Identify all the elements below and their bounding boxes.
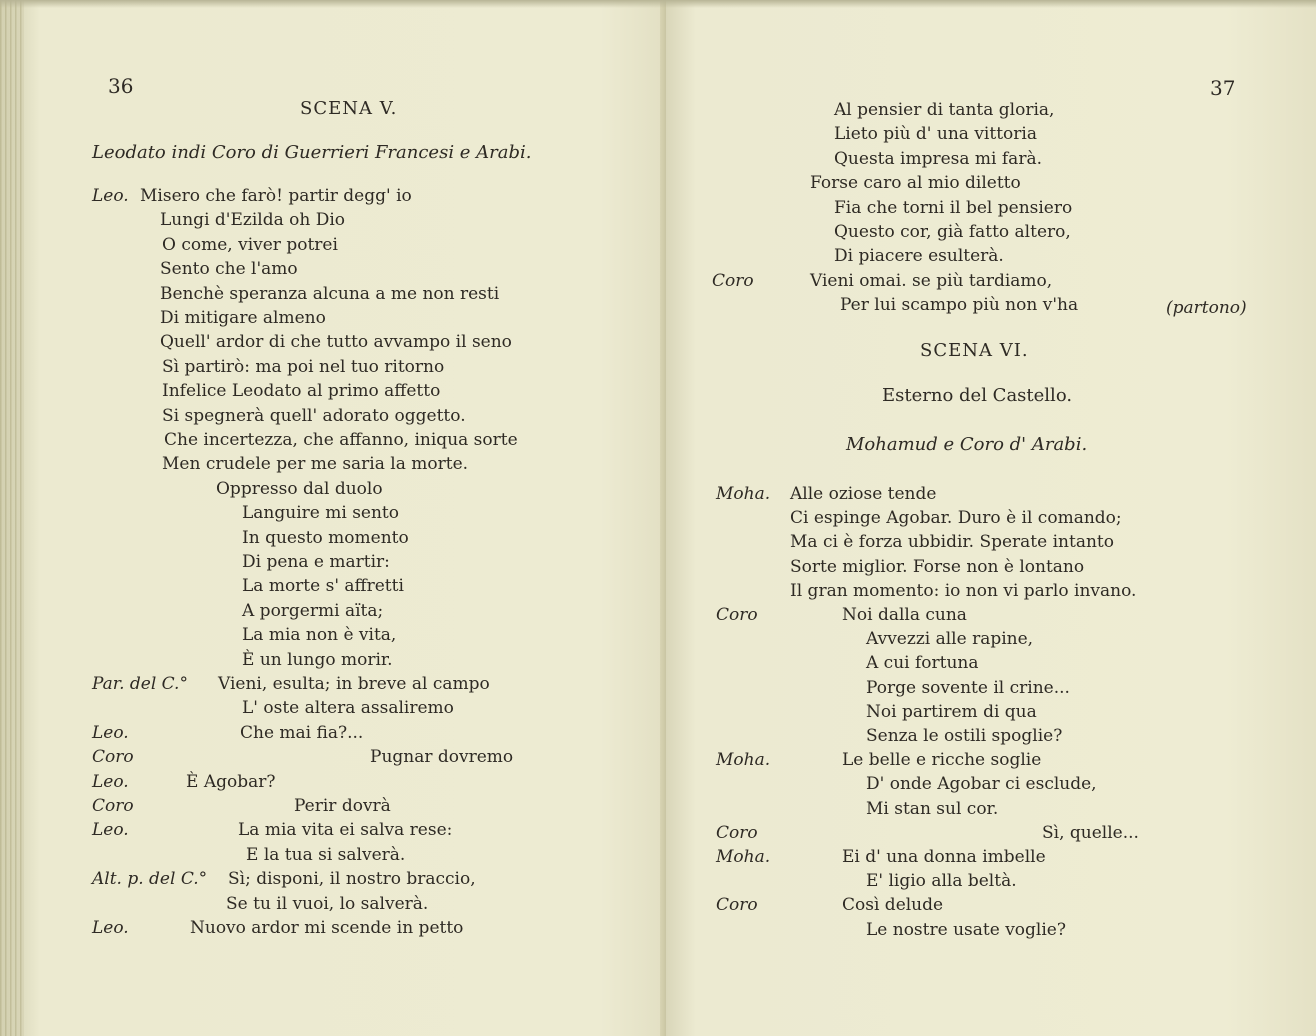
verse-line: A cui fortuna — [866, 653, 979, 673]
verse-line: Perir dovrà — [294, 796, 391, 816]
verse-line: Sì partirò: ma poi nel tuo ritorno — [162, 357, 445, 377]
verse-line: Di pena e martir: — [242, 552, 390, 572]
stage-direction: (partono) — [1166, 298, 1247, 318]
verse-line: Che mai fia?... — [240, 723, 364, 743]
verse-line: In questo momento — [242, 528, 409, 548]
speaker-label: Leo. — [92, 820, 129, 840]
speaker-label: Leo. — [92, 186, 129, 206]
verse-line: Avvezzi alle rapine, — [866, 629, 1034, 649]
speaker-label: Coro — [716, 605, 758, 625]
verse-line: Le nostre usate voglie? — [866, 920, 1066, 940]
verse-line: Così delude — [842, 895, 944, 915]
verse-line: Noi dalla cuna — [842, 605, 967, 625]
verse-line: Sento che l'amo — [160, 259, 298, 279]
speaker-label: Alt. p. del C.° — [92, 869, 208, 889]
verse-line: Sì, quelle... — [1042, 823, 1139, 843]
page-number: 36 — [108, 74, 134, 98]
verse-line: Noi partirem di qua — [866, 702, 1037, 722]
verse-line: Porge sovente il crine... — [866, 678, 1070, 698]
verse-line: Di mitigare almeno — [160, 308, 326, 328]
speaker-label: Par. del C.° — [92, 674, 188, 694]
speaker-label: Coro — [716, 895, 758, 915]
page-number: 37 — [1210, 76, 1236, 100]
verse-line: Il gran momento: io non vi parlo invano. — [790, 581, 1137, 601]
verse-line: Di piacere esulterà. — [834, 246, 1004, 266]
verse-line: Ci espinge Agobar. Duro è il comando; — [790, 508, 1122, 528]
verse-line: È Agobar? — [186, 772, 276, 792]
verse-line: Men crudele per me saria la morte. — [162, 454, 469, 474]
verse-line: Benchè speranza alcuna a me non resti — [160, 284, 500, 304]
speaker-label: Coro — [92, 796, 134, 816]
verse-line: Languire mi sento — [242, 503, 399, 523]
verse-line: È un lungo morir. — [242, 650, 393, 670]
verse-line: Ei d' una donna imbelle — [842, 847, 1046, 867]
verse-line: Pugnar dovremo — [370, 747, 514, 767]
verse-line: Questo cor, già fatto altero, — [834, 222, 1071, 242]
speaker-label: Leo. — [92, 918, 129, 938]
scene-title: SCENA V. — [300, 98, 398, 119]
scene-title: SCENA VI. — [920, 340, 1029, 361]
verse-line: O come, viver potrei — [162, 235, 338, 255]
verse-line: Sorte miglior. Forse non è lontano — [790, 557, 1085, 577]
scene-setting: Esterno del Castello. — [882, 385, 1073, 406]
right-page — [666, 0, 1316, 1036]
speaker-label: Coro — [716, 823, 758, 843]
verse-line: Alle oziose tende — [790, 484, 937, 504]
page-edge — [0, 0, 24, 1036]
verse-line: E' ligio alla beltà. — [866, 871, 1017, 891]
verse-line: D' onde Agobar ci esclude, — [866, 774, 1097, 794]
speaker-label: Moha. — [716, 484, 771, 504]
verse-line: L' oste altera assaliremo — [242, 698, 454, 718]
verse-line: Si spegnerà quell' adorato oggetto. — [162, 406, 466, 426]
verse-line: Che incertezza, che affanno, iniqua sorte — [164, 430, 518, 450]
speaker-label: Coro — [712, 271, 754, 291]
speaker-label: Leo. — [92, 772, 129, 792]
verse-line: Se tu il vuoi, lo salverà. — [226, 894, 429, 914]
verse-line: Sì; disponi, il nostro braccio, — [228, 869, 476, 889]
verse-line: Al pensier di tanta gloria, — [834, 100, 1055, 120]
scene-subtitle: Mohamud e Coro d' Arabi. — [846, 434, 1088, 455]
verse-line: La mia non è vita, — [242, 625, 397, 645]
verse-line: Forse caro al mio diletto — [810, 173, 1021, 193]
verse-line: La morte s' affretti — [242, 576, 404, 596]
speaker-label: Leo. — [92, 723, 129, 743]
scene-subtitle: Leodato indi Coro di Guerrieri Francesi e Arabi. — [92, 142, 532, 163]
verse-line: Nuovo ardor mi scende in petto — [190, 918, 464, 938]
verse-line: La mia vita ei salva rese: — [238, 820, 453, 840]
verse-line: Senza le ostili spoglie? — [866, 726, 1063, 746]
verse-line: Mi stan sul cor. — [866, 799, 999, 819]
verse-line: Lieto più d' una vittoria — [834, 124, 1037, 144]
verse-line: E la tua si salverà. — [246, 845, 406, 865]
verse-line: Vieni omai. se più tardiamo, — [810, 271, 1053, 291]
verse-line: Lungi d'Ezilda oh Dio — [160, 210, 346, 230]
verse-line: Questa impresa mi farà. — [834, 149, 1042, 169]
top-shadow — [0, 0, 1316, 8]
verse-line: A porgermi aïta; — [242, 601, 384, 621]
verse-line: Oppresso dal duolo — [216, 479, 383, 499]
speaker-label: Moha. — [716, 847, 771, 867]
verse-line: Per lui scampo più non v'ha — [840, 295, 1079, 315]
speaker-label: Coro — [92, 747, 134, 767]
verse-line: Misero che farò! partir degg' io — [140, 186, 412, 206]
verse-line: Quell' ardor di che tutto avvampo il seno — [160, 332, 512, 352]
verse-line: Le belle e ricche soglie — [842, 750, 1042, 770]
verse-line: Infelice Leodato al primo affetto — [162, 381, 441, 401]
verse-line: Ma ci è forza ubbidir. Sperate intanto — [790, 532, 1114, 552]
verse-line: Vieni, esulta; in breve al campo — [218, 674, 490, 694]
verse-line: Fia che torni il bel pensiero — [834, 198, 1073, 218]
speaker-label: Moha. — [716, 750, 771, 770]
